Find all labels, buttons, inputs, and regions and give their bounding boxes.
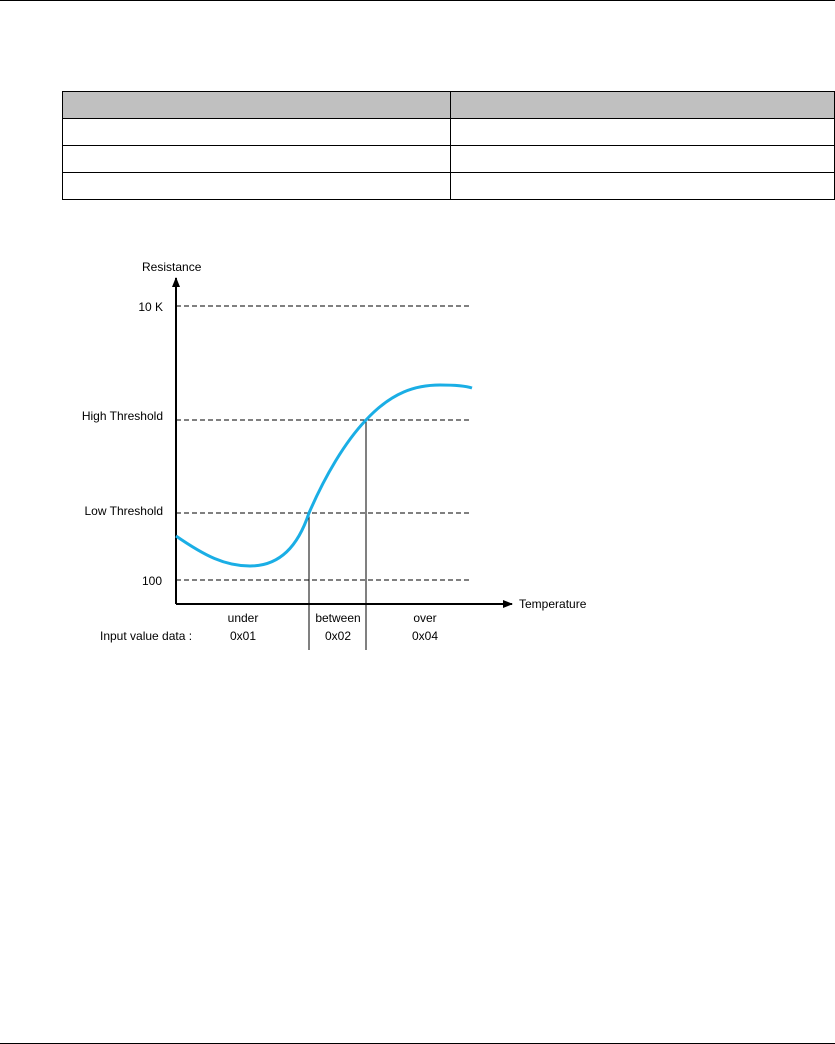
zone-code-between: 0x02 [324,629,352,643]
level-label-low: Low Threshold [84,504,163,518]
zone-label-over: over [413,611,437,625]
zone-code-over: 0x04 [411,629,439,643]
level-label-high: High Threshold [81,409,163,423]
zone-code-under: 0x01 [229,629,257,643]
y-axis-label: Resistance [142,260,202,274]
level-label-top: 10 K [138,300,163,314]
x-axis-label: Temperature [519,597,587,611]
resistance-curve [176,385,472,566]
zone-label-under: under [227,611,259,625]
input-value-label: Input value data : [100,629,193,643]
zone-label-between: between [315,611,361,625]
level-label-bottom: 100 [141,574,162,588]
